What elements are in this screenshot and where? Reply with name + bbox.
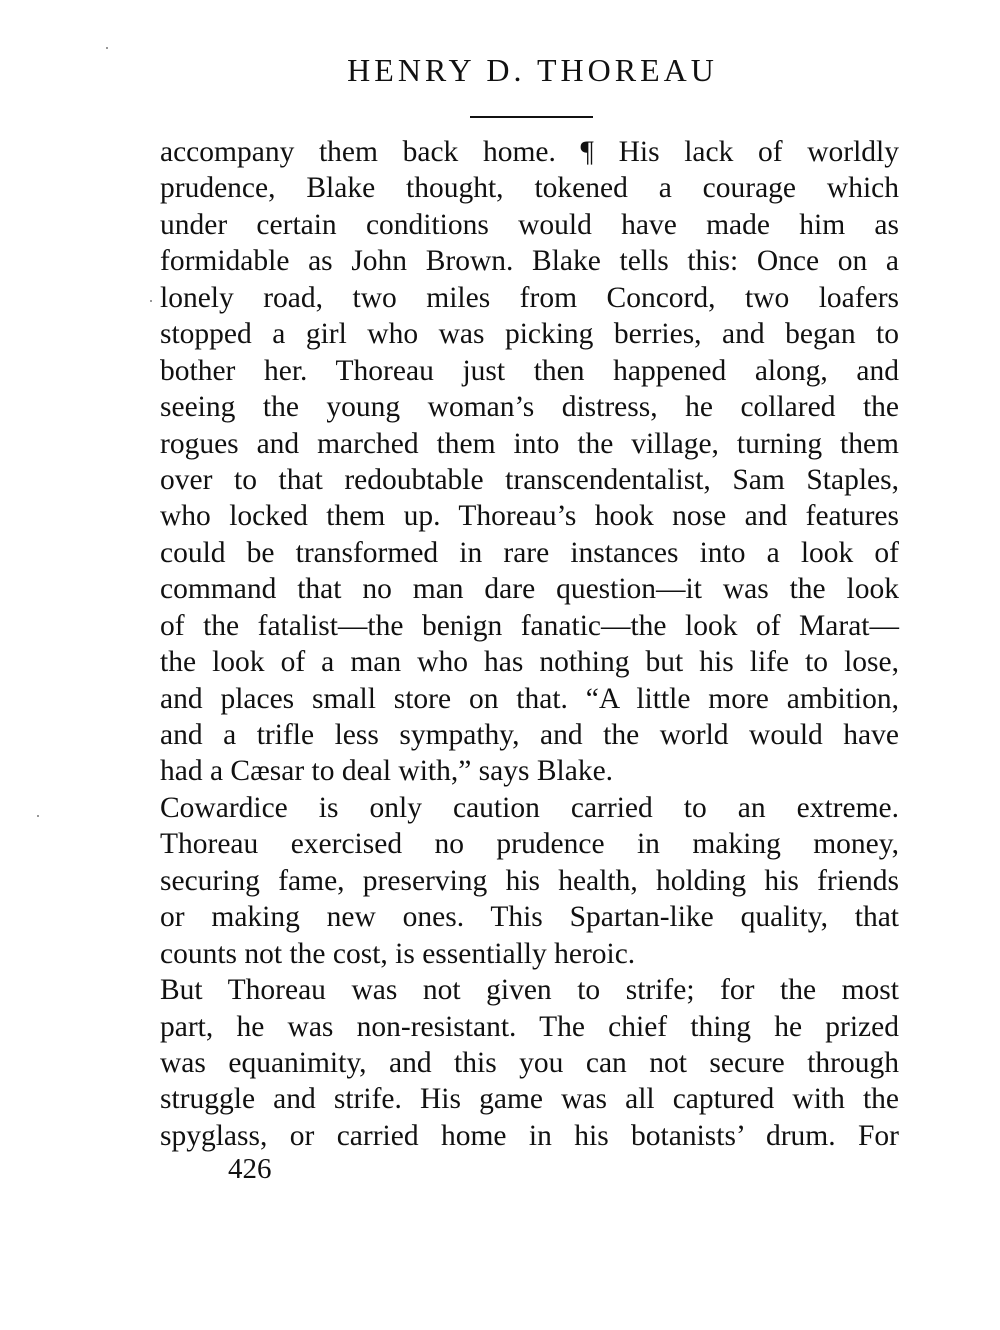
text-line: seeing the young woman’s distress, he collared the bbox=[160, 391, 899, 424]
text-line: command that no man dare question—it was the look bbox=[160, 573, 899, 606]
text-line: bother her. Thoreau just then happened along, and bbox=[160, 354, 899, 387]
text-line: stopped a girl who was picking berries, and began to bbox=[160, 318, 899, 351]
text-line: Cowardice is only caution carried to an extreme. bbox=[160, 791, 899, 824]
text-line: of the fatalist—the benign fanatic—the look of Marat— bbox=[160, 609, 899, 642]
text-line: securing fame, preserving his health, holding his friends bbox=[160, 864, 899, 897]
text-line: the look of a man who has nothing but his life to lose, bbox=[160, 646, 899, 679]
text-line: or making new ones. This Spartan-like quality, that bbox=[160, 901, 899, 934]
text-line: counts not the cost, is essentially heroic. bbox=[160, 937, 636, 970]
text-line: under certain conditions would have made him as bbox=[160, 208, 899, 241]
text-line: But Thoreau was not given to strife; for the most bbox=[160, 974, 899, 1007]
text-line: over to that redoubtable transcendentalist, Sam Staples, bbox=[160, 463, 899, 496]
text-line: part, he was non-resistant. The chief thing he prized bbox=[160, 1010, 899, 1043]
body-text bbox=[160, 134, 899, 1154]
header-rule bbox=[470, 116, 593, 118]
text-line: rogues and marched them into the village, turning them bbox=[160, 427, 899, 460]
text-line: lonely road, two miles from Concord, two loafers bbox=[160, 281, 899, 314]
text-line: who locked them up. Thoreau’s hook nose and features bbox=[160, 500, 899, 533]
page-number: 426 bbox=[228, 1153, 272, 1185]
scan-speck bbox=[150, 300, 152, 302]
text-line: Thoreau exercised no prudence in making money, bbox=[160, 828, 899, 861]
text-line: prudence, Blake thought, tokened a courage which bbox=[160, 172, 899, 205]
text-line: was equanimity, and this you can not secure through bbox=[160, 1046, 899, 1079]
text-line: could be transformed in rare instances into a look of bbox=[160, 536, 899, 569]
text-line: and places small store on that. “A little more ambition, bbox=[160, 682, 899, 715]
text-line: had a Cæsar to deal with,” says Blake. bbox=[160, 755, 614, 788]
text-line: formidable as John Brown. Blake tells this: Once on a bbox=[160, 245, 899, 278]
text-line: struggle and strife. His game was all captured with the bbox=[160, 1083, 899, 1116]
scan-speck bbox=[37, 815, 39, 817]
scan-speck bbox=[106, 47, 108, 49]
text-line: and a trifle less sympathy, and the world would have bbox=[160, 719, 899, 751]
text-line: accompany them back home. ¶ His lack of worldly bbox=[160, 136, 899, 168]
text-line: spyglass, or carried home in his botanists’ drum. For bbox=[160, 1119, 899, 1152]
running-head: HENRY D. THOREAU bbox=[347, 52, 718, 88]
